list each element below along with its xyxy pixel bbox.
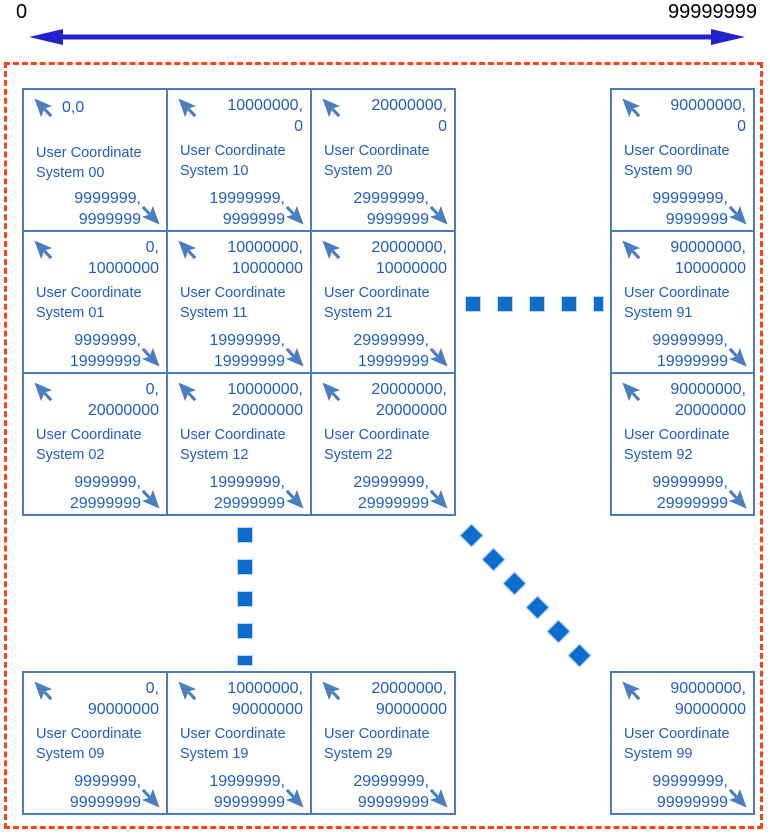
origin-corner (24, 673, 166, 720)
origin-corner (312, 232, 454, 279)
double-arrow-icon (0, 26, 770, 50)
origin-line2: 90000000 (231, 701, 303, 718)
extent-coords (209, 330, 285, 372)
origin-line1: 90000000, (670, 381, 746, 398)
ucs-box-19 (166, 671, 312, 815)
origin-coords (199, 95, 306, 137)
extent-line1: 99999999, (652, 332, 728, 349)
ucs-label: User Coordinate System 29 (324, 726, 430, 762)
origin-line2: 0 (737, 118, 746, 135)
axis-max-label: 99999999 (668, 1, 757, 23)
extent-line1: 9999999, (74, 474, 141, 491)
extent-coords (209, 472, 285, 514)
cursor-arrow-icon (726, 487, 749, 510)
ucs-box-29 (310, 671, 456, 815)
origin-corner (168, 232, 310, 279)
origin-line1: 90000000, (670, 97, 746, 114)
ucs-label: User Coordinate System 92 (624, 427, 730, 463)
origin-line2: 20000000 (231, 402, 303, 419)
ellipsis-horizontal (465, 296, 604, 312)
origin-line2: 20000000 (375, 402, 447, 419)
dash-square (237, 559, 253, 575)
origin-corner (312, 673, 454, 720)
origin-coords (643, 95, 749, 137)
origin-corner (612, 90, 753, 137)
cursor-arrow-icon (139, 487, 162, 510)
ucs-label: User Coordinate System 01 (36, 285, 142, 321)
cursor-arrow-icon (283, 345, 306, 368)
ucs-box-09 (22, 671, 168, 815)
origin-coords (55, 237, 162, 279)
origin-coords (343, 237, 450, 279)
cursor-arrow-icon (32, 239, 55, 262)
extent-line2: 19999999 (656, 353, 728, 370)
extent-line1: 19999999, (209, 474, 285, 491)
cursor-arrow-icon (283, 203, 306, 226)
extent-line1: 19999999, (209, 332, 285, 349)
origin-line1: 10000000, (227, 381, 303, 398)
origin-line1: 90000000, (670, 239, 746, 256)
ucs-box-20 (310, 88, 456, 232)
ucs-box-12 (166, 372, 312, 516)
extent-line1: 9999999, (74, 190, 141, 207)
dash-square (237, 623, 253, 639)
extent-corner (353, 472, 450, 514)
cursor-arrow-icon (427, 786, 450, 809)
cursor-arrow-icon (427, 487, 450, 510)
origin-coords (55, 678, 162, 720)
ucs-label: User Coordinate System 91 (624, 285, 730, 321)
origin-coords (343, 379, 450, 421)
origin-line1: 0, (145, 680, 159, 697)
origin-corner (168, 90, 310, 137)
ucs-box-91 (610, 230, 755, 374)
extent-corner (209, 771, 306, 813)
extent-line2: 29999999 (656, 495, 728, 512)
ucs-label: User Coordinate System 90 (624, 143, 730, 179)
cursor-arrow-icon (726, 345, 749, 368)
ucs-label: User Coordinate System 22 (324, 427, 430, 463)
ucs-label: User Coordinate System 00 (36, 145, 142, 181)
origin-corner (24, 232, 166, 279)
cursor-arrow-icon (283, 487, 306, 510)
cursor-arrow-icon (32, 97, 55, 120)
extent-coords (209, 188, 285, 230)
ucs-label: User Coordinate System 10 (180, 143, 286, 179)
origin-line2: 20000000 (674, 402, 746, 419)
extent-corner (209, 188, 306, 230)
ucs-box-99 (610, 671, 755, 815)
ucs-label: User Coordinate System 11 (180, 285, 286, 321)
extent-corner (652, 771, 749, 813)
cursor-arrow-icon (176, 97, 199, 120)
cursor-arrow-icon (726, 203, 749, 226)
origin-corner (612, 673, 753, 720)
ucs-box-21 (310, 230, 456, 374)
origin-corner (612, 374, 753, 421)
origin-line2: 10000000 (87, 260, 159, 277)
origin-coords (199, 237, 306, 279)
extent-corner (652, 188, 749, 230)
origin-line1: 10000000, (227, 680, 303, 697)
extent-corner (70, 330, 162, 372)
extent-line1: 99999999, (652, 773, 728, 790)
extent-coords (652, 188, 728, 230)
cursor-arrow-icon (176, 239, 199, 262)
origin-line2: 0 (294, 118, 303, 135)
extent-line1: 99999999, (652, 474, 728, 491)
dash-square (497, 296, 513, 312)
cursor-arrow-icon (726, 786, 749, 809)
extent-corner (209, 472, 306, 514)
origin-line1: 90000000, (670, 680, 746, 697)
origin-line1: 20000000, (371, 381, 447, 398)
extent-line1: 29999999, (353, 332, 429, 349)
dash-square (237, 591, 253, 607)
extent-line2: 19999999 (69, 353, 141, 370)
origin-line1: 10000000, (227, 239, 303, 256)
cursor-arrow-icon (320, 97, 343, 120)
extent-line2: 9999999 (665, 211, 728, 228)
origin-line2: 90000000 (87, 701, 159, 718)
origin-line1: 20000000, (371, 97, 447, 114)
origin-coords (643, 678, 749, 720)
origin-coords (343, 678, 450, 720)
extent-coords (70, 472, 141, 514)
extent-line1: 19999999, (209, 773, 285, 790)
origin-coords (55, 95, 162, 139)
origin-line1: 0, (145, 239, 159, 256)
origin-coords (199, 678, 306, 720)
origin-line1: 10000000, (227, 97, 303, 114)
extent-line2: 29999999 (213, 495, 285, 512)
ucs-label: User Coordinate System 20 (324, 143, 430, 179)
dash-square (593, 296, 604, 312)
origin-corner (612, 232, 753, 279)
extent-line2: 9999999 (78, 211, 141, 228)
origin-coords (643, 379, 749, 421)
cursor-arrow-icon (32, 381, 55, 404)
origin-corner (24, 374, 166, 421)
ucs-box-22 (310, 372, 456, 516)
ucs-box-01 (22, 230, 168, 374)
dash-square (237, 527, 253, 543)
cursor-arrow-icon (427, 345, 450, 368)
cursor-arrow-icon (620, 381, 643, 404)
extent-coords (652, 472, 728, 514)
extent-corner (74, 188, 162, 230)
extent-line2: 29999999 (357, 495, 429, 512)
cursor-arrow-icon (620, 97, 643, 120)
cursor-arrow-icon (427, 203, 450, 226)
extent-coords (353, 330, 429, 372)
origin-corner (312, 90, 454, 137)
cursor-arrow-icon (139, 203, 162, 226)
origin-corner (168, 673, 310, 720)
ucs-label: User Coordinate System 09 (36, 726, 142, 762)
extent-corner (353, 188, 450, 230)
cursor-arrow-icon (620, 239, 643, 262)
ucs-label: User Coordinate System 12 (180, 427, 286, 463)
dash-square (237, 655, 253, 666)
origin-line2: 10000000 (674, 260, 746, 277)
extent-coords (70, 330, 141, 372)
origin-line1: 20000000, (371, 680, 447, 697)
origin-corner (168, 374, 310, 421)
cursor-arrow-icon (139, 786, 162, 809)
origin-line2: 90000000 (375, 701, 447, 718)
cursor-arrow-icon (176, 680, 199, 703)
extent-line2: 19999999 (213, 353, 285, 370)
extent-coords (652, 330, 728, 372)
extent-line2: 99999999 (357, 794, 429, 811)
extent-line2: 29999999 (69, 495, 141, 512)
extent-coords (652, 771, 728, 813)
ucs-label: User Coordinate System 02 (36, 427, 142, 463)
ucs-box-02 (22, 372, 168, 516)
extent-line2: 9999999 (366, 211, 429, 228)
extent-line2: 99999999 (213, 794, 285, 811)
extent-coords (70, 771, 141, 813)
extent-corner (652, 330, 749, 372)
origin-line2: 20000000 (87, 402, 159, 419)
axis-min-label: 0 (16, 1, 28, 23)
extent-line1: 29999999, (353, 474, 429, 491)
origin-line2: 10000000 (375, 260, 447, 277)
extent-coords (209, 771, 285, 813)
origin-coords (199, 379, 306, 421)
dash-square (561, 296, 577, 312)
extent-line2: 99999999 (656, 794, 728, 811)
ucs-box-00 (22, 88, 168, 232)
cursor-arrow-icon (32, 680, 55, 703)
dash-square (529, 296, 545, 312)
ucs-box-90 (610, 88, 755, 232)
extent-corner (209, 330, 306, 372)
ucs-label: User Coordinate System 99 (624, 726, 730, 762)
extent-line1: 9999999, (74, 773, 141, 790)
origin-coords (55, 379, 162, 421)
extent-corner (652, 472, 749, 514)
cursor-arrow-icon (283, 786, 306, 809)
origin-line2: 90000000 (674, 701, 746, 718)
extent-line1: 99999999, (652, 190, 728, 207)
cursor-arrow-icon (320, 381, 343, 404)
extent-line1: 29999999, (353, 773, 429, 790)
extent-coords (353, 472, 429, 514)
cursor-arrow-icon (320, 680, 343, 703)
extent-line2: 99999999 (69, 794, 141, 811)
ucs-box-11 (166, 230, 312, 374)
cursor-arrow-icon (620, 680, 643, 703)
origin-coords (343, 95, 450, 137)
origin-corner (24, 90, 166, 139)
cursor-arrow-icon (139, 345, 162, 368)
dash-square (465, 296, 481, 312)
extent-line2: 19999999 (357, 353, 429, 370)
origin-line2: 10000000 (231, 260, 303, 277)
extent-line2: 9999999 (222, 211, 285, 228)
extent-line1: 9999999, (74, 332, 141, 349)
extent-line1: 29999999, (353, 190, 429, 207)
origin-line1: 0,0 (62, 99, 85, 116)
extent-corner (70, 771, 162, 813)
extent-coords (353, 771, 429, 813)
extent-corner (353, 771, 450, 813)
cursor-arrow-icon (176, 381, 199, 404)
ellipsis-vertical (237, 527, 253, 666)
origin-line1: 0, (145, 381, 159, 398)
cursor-arrow-icon (320, 239, 343, 262)
extent-coords (353, 188, 429, 230)
extent-corner (353, 330, 450, 372)
ucs-label: User Coordinate System 19 (180, 726, 286, 762)
origin-line1: 20000000, (371, 239, 447, 256)
ucs-box-92 (610, 372, 755, 516)
extent-coords (74, 188, 141, 230)
ucs-box-10 (166, 88, 312, 232)
origin-line2: 0 (438, 118, 447, 135)
extent-line1: 19999999, (209, 190, 285, 207)
origin-corner (312, 374, 454, 421)
origin-coords (643, 237, 749, 279)
extent-corner (70, 472, 162, 514)
ucs-label: User Coordinate System 21 (324, 285, 430, 321)
